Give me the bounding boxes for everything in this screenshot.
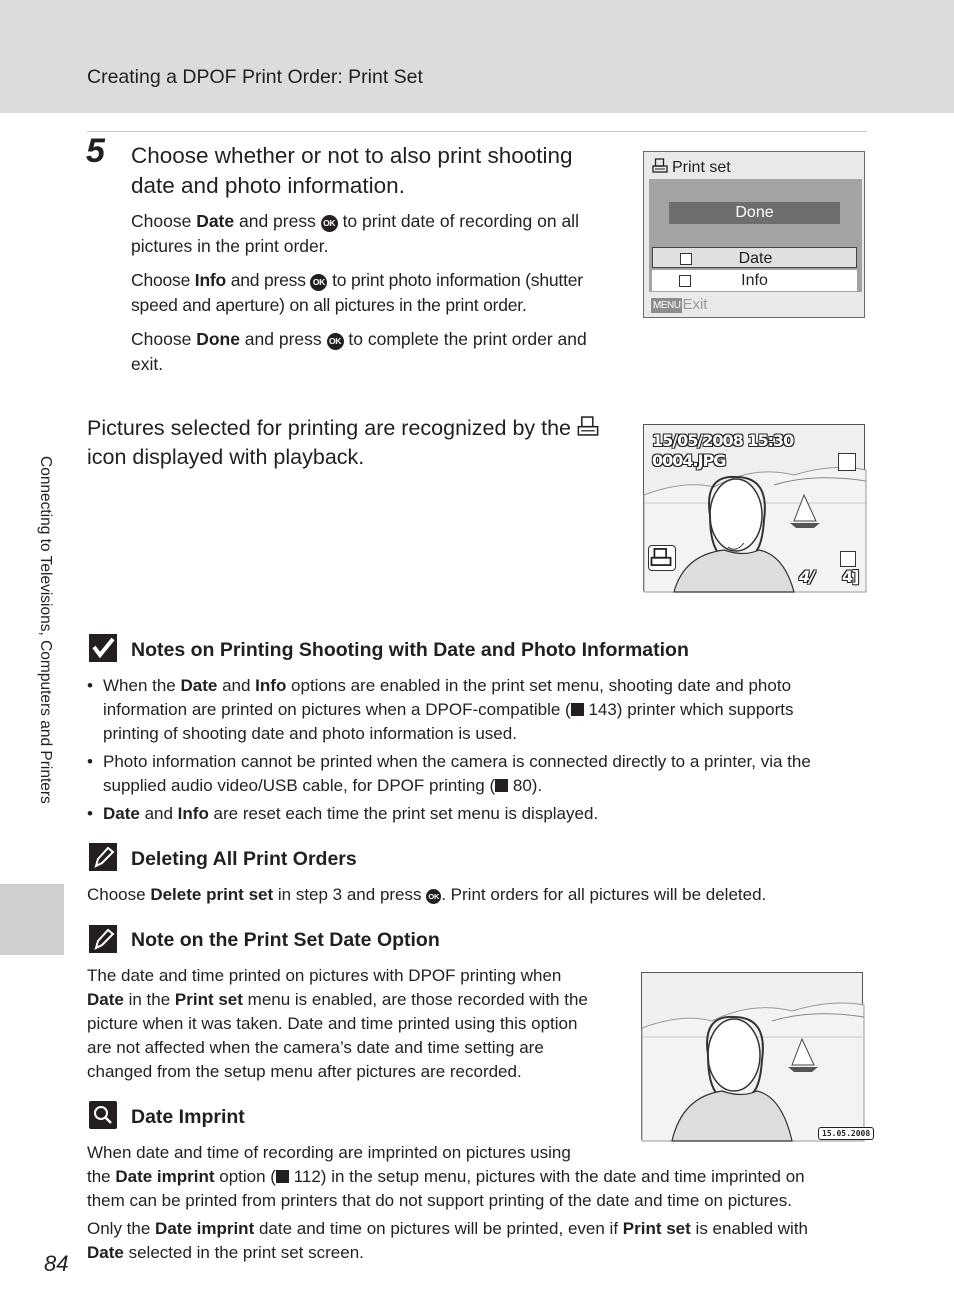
date-imprint-line: Date selected in the print set screen. (87, 1243, 364, 1262)
step-paragraph-info: Choose Info and press OK to print photo information (shutter speed and aperture) on all pictures in the print order. (131, 270, 583, 315)
tip-icon (89, 1101, 117, 1129)
playback-screen (643, 424, 865, 591)
page-reference-icon (571, 703, 584, 716)
info-option-label: Info (741, 272, 768, 289)
pencil-note-icon (89, 925, 117, 953)
date-stamp: 15.05.2008 (818, 1127, 874, 1140)
date-imprint-line: When date and time of recording are imprinted on pictures using (87, 1143, 571, 1162)
deleting-heading: Deleting All Print Orders (131, 848, 357, 870)
info-option[interactable] (652, 270, 857, 291)
playback-filename: 0004.JPG (652, 451, 726, 470)
ok-button-icon: OK (327, 333, 344, 350)
section-side-label (36, 456, 54, 876)
playback-frame-number: 4/ (799, 567, 814, 586)
deleting-paragraph: Choose Delete print set in step 3 and press OK . Print orders for all pictures will be deleted. (87, 885, 767, 904)
header-rule (87, 131, 867, 132)
pencil-note-icon (89, 843, 117, 871)
ok-button-icon: OK (321, 215, 338, 232)
printer-icon (652, 158, 668, 173)
step-paragraph-done: Choose Done and press OK to complete the print order and exit. (131, 329, 587, 374)
menu-exit-hint: MENU Exit (653, 296, 708, 313)
camera-print-set-screen (643, 151, 865, 318)
step-number: 5 (86, 132, 105, 170)
notes-bullet-1: • When the Date and Info options are enabled in the print set menu, shooting date and photo information are printed on pictures when a DPOF-compatible ( 143) printer which supports printing of shooting date and photo information is used. (87, 676, 794, 743)
ok-button-icon: OK (310, 274, 327, 291)
date-imprint-line: them can be printed from printers that do not support printing of the date and time on pictures. (87, 1191, 792, 1210)
page-reference-icon (276, 1170, 289, 1183)
date-option-line: The date and time printed on pictures with DPOF printing when (87, 966, 562, 985)
playback-total: 4] (842, 567, 859, 586)
image-mode-icon (840, 551, 856, 567)
section-side-label-text: Connecting to Televisions, Computers and Printers (37, 456, 54, 804)
date-option-heading: Note on the Print Set Date Option (131, 929, 440, 951)
notes-bullet-3: • Date and Info are reset each time the print set menu is displayed. (87, 804, 599, 823)
date-option-line: picture when it was taken. Date and time printed using this option (87, 1014, 578, 1033)
notes-bullet-2: • Photo information cannot be printed when the camera is connected directly to a printer, via the supplied audio video/USB cable, for DPOF printing ( 80). (87, 752, 811, 795)
check-note-icon (89, 634, 117, 662)
printer-icon (577, 415, 599, 437)
date-option-line: are not affected when the camera’s date and time setting are (87, 1038, 544, 1057)
date-imprint-heading: Date Imprint (131, 1106, 245, 1128)
menu-key-icon: MENU (653, 300, 681, 311)
portrait-photo (642, 973, 864, 1141)
date-imprint-photo (641, 972, 871, 1140)
print-set-title: Print set (652, 158, 731, 177)
notes-heading: Notes on Printing Shooting with Date and Photo Information (131, 639, 689, 661)
section-thumb-tab (0, 884, 64, 955)
page-reference-icon (495, 779, 508, 792)
date-option-label: Date (738, 250, 773, 267)
step-paragraph-date: Choose Date and press OK to print date of recording on all pictures in the print order. (131, 211, 579, 256)
ok-button-icon: OK (426, 889, 441, 904)
done-option[interactable]: Done (669, 202, 840, 224)
date-option[interactable] (652, 247, 857, 268)
page-header-title: Creating a DPOF Print Order: Print Set (87, 66, 423, 88)
vr-off-icon (838, 453, 856, 471)
page-header-band (0, 0, 954, 113)
date-option-line: changed from the setup menu after pictures are recorded. (87, 1062, 522, 1081)
step-heading: Choose whether or not to also print shooting date and photo information. (131, 143, 573, 198)
date-imprint-paragraph (87, 1141, 872, 1265)
page-number: 84 (44, 1251, 69, 1276)
print-mark-icon (648, 545, 676, 571)
date-imprint-line: Only the Date imprint date and time on pictures will be printed, even if Print set is enabled with (87, 1219, 808, 1238)
date-option-line: Date in the Print set menu is enabled, are those recorded with the (87, 990, 588, 1009)
date-option-paragraph (87, 964, 627, 1084)
playback-note: Pictures selected for printing are recognized by the icon displayed with playback. (87, 414, 617, 472)
playback-datetime: 15/05/2008 15:30 (652, 431, 794, 450)
date-imprint-line: the Date imprint option ( 112) in the setup menu, pictures with the date and time imprinted on (87, 1167, 805, 1186)
